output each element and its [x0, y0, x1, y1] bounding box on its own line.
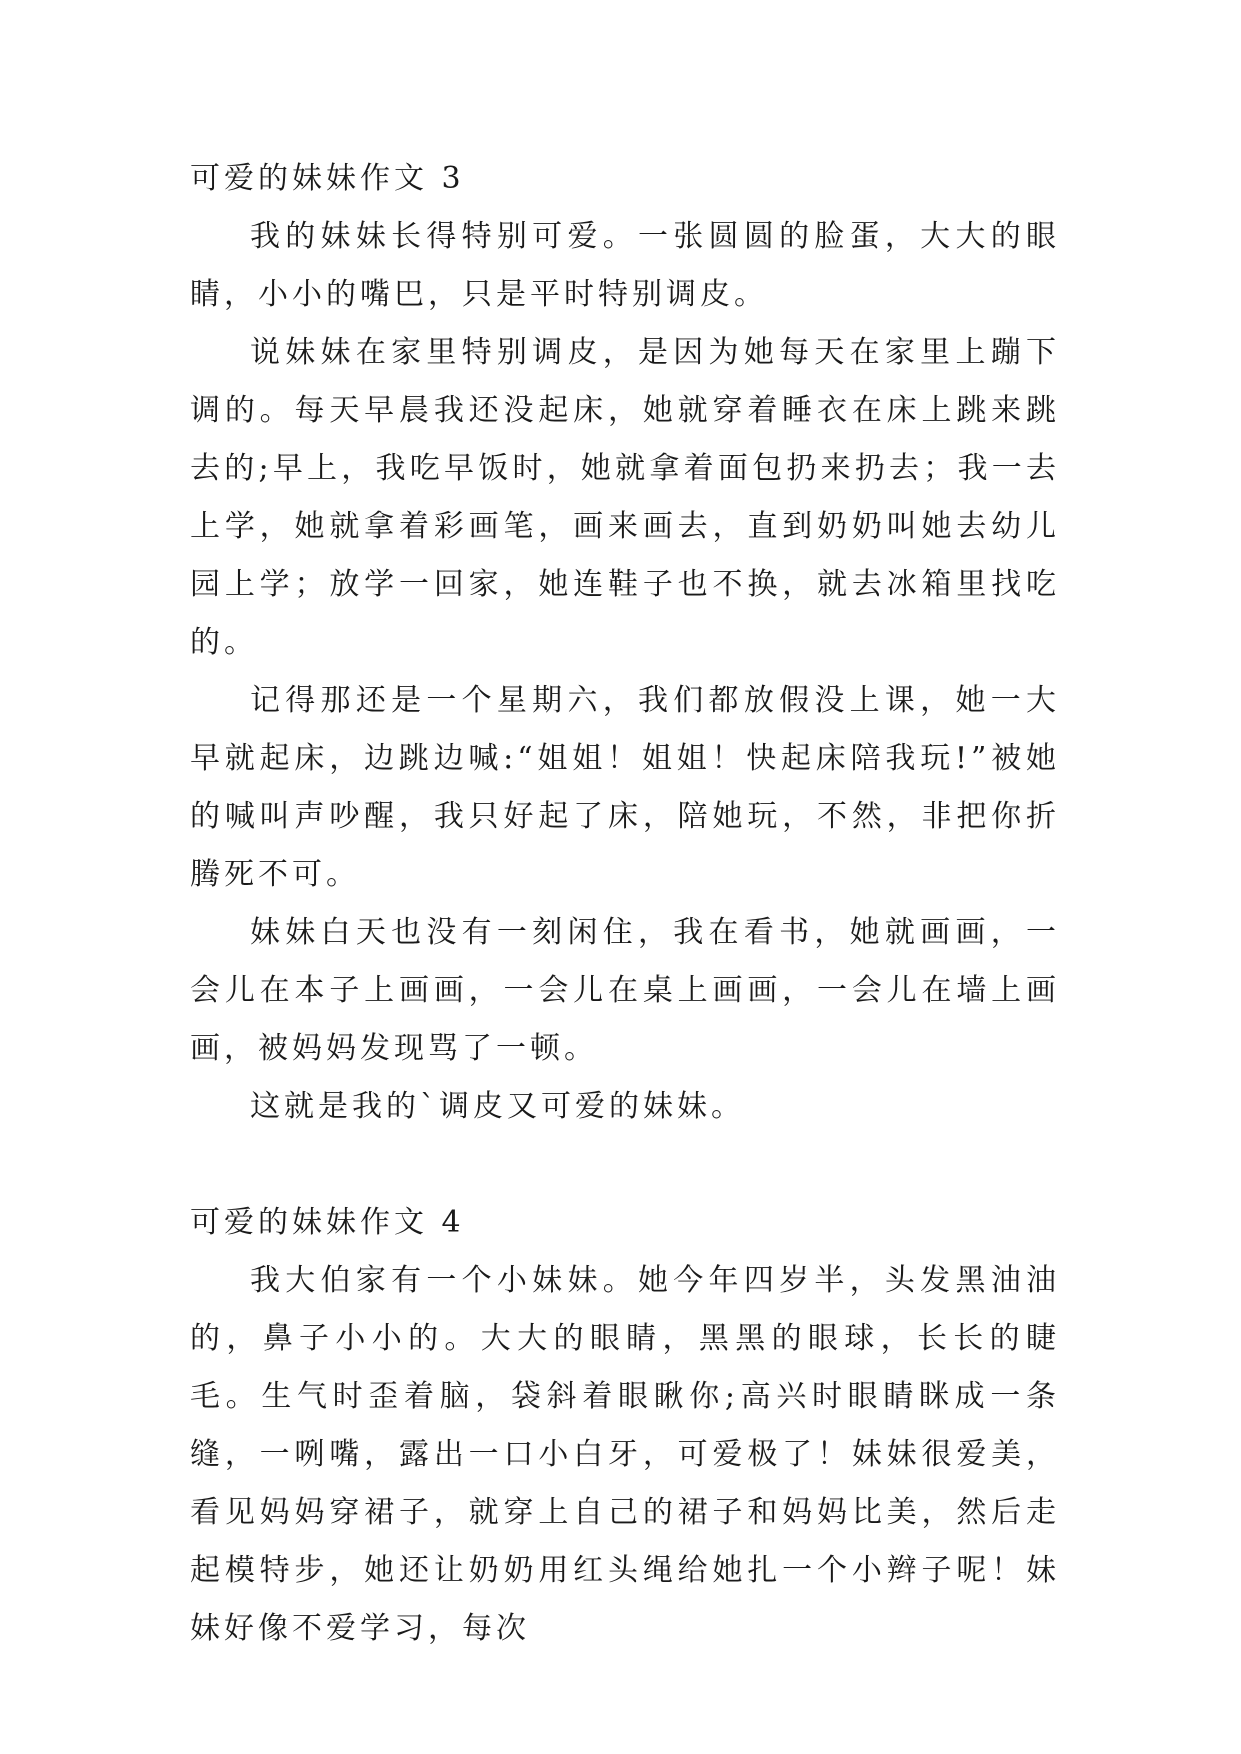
- paragraph: 说妹妹在家里特别调皮，是因为她每天在家里上蹦下调的。每天早晨我还没起床，她就穿着睡衣在床上跳来跳去的;早上，我吃早饭时，她就拿着面包扔来扔去；我一去上学，她就拿着彩画笔，画来画去，直到奶奶叫她去幼儿园上学；放学一回家，她连鞋子也不换，就去冰箱里找吃的。: [190, 335, 1060, 660]
- paragraph: 我大伯家有一个小妹妹。她今年四岁半，头发黑油油的，鼻子小小的。大大的眼睛，黑黑的眼球，长长的睫毛。生气时歪着脑，袋斜着眼瞅你;高兴时眼睛眯成一条缝，一咧嘴，露出一口小白牙，可爱极了！妹妹很爱美，看见妈妈穿裙子，就穿上自己的裙子和妈妈比美，然后走起模特步，她还让奶奶用红头绳给她扎一个小辫子呢！妹妹好像不爱学习，每次: [190, 1263, 1060, 1646]
- paragraph: 妹妹白天也没有一刻闲住，我在看书，她就画画，一会儿在本子上画画，一会儿在桌上画画，一会儿在墙上画画，被妈妈发现骂了一顿。: [190, 915, 1060, 1066]
- essay-title: 可爱的妹妹作文 4: [190, 1205, 465, 1240]
- essay-title: 可爱的妹妹作文 3: [190, 161, 465, 196]
- document-body: [190, 150, 1060, 1658]
- essay-section-4: [190, 1194, 1060, 1658]
- essay-section-3: [190, 150, 1060, 1136]
- paragraph: 记得那还是一个星期六，我们都放假没上课，她一大早就起床，边跳边喊:“姐姐！姐姐！快起床陪我玩!”被她的喊叫声吵醒，我只好起了床，陪她玩，不然，非把你折腾死不可。: [190, 683, 1060, 892]
- paragraph: 我的妹妹长得特别可爱。一张圆圆的脸蛋，大大的眼睛，小小的嘴巴，只是平时特别调皮。: [190, 219, 1060, 312]
- paragraph: 这就是我的`调皮又可爱的妹妹。: [250, 1089, 745, 1124]
